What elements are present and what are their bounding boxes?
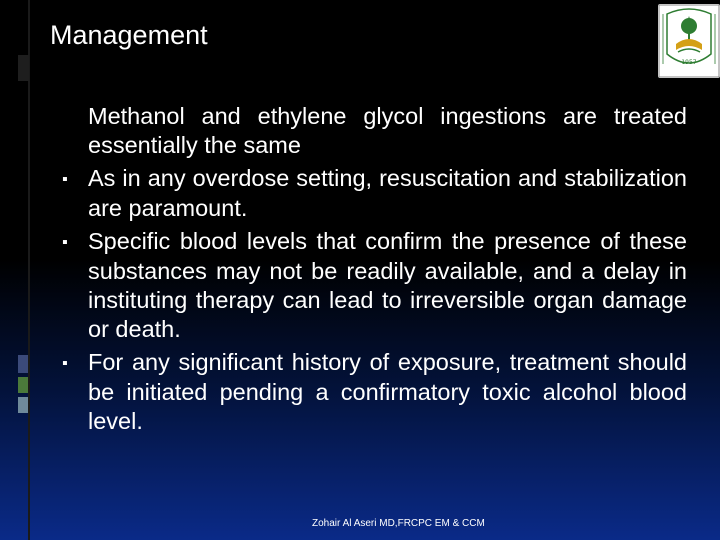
university-logo — [658, 4, 720, 78]
accent-bar-blue — [18, 355, 28, 373]
slide-footer: Zohair Al Aseri MD,FRCPC EM & CCM — [312, 518, 485, 529]
bullet-glyph: ▪ — [62, 234, 68, 251]
list-item-text: Specific blood levels that confirm the presence of these substances may not be readily available, and a delay in instituting therapy can lead to irreversible organ damage or death. — [88, 228, 687, 342]
list-item-text: For any significant history of exposure, treatment should be initiated pending a confirmatory toxic alcohol blood level. — [88, 349, 687, 434]
list-item-text: As in any overdose setting, resuscitation and stabilization are paramount. — [88, 165, 687, 221]
bullet-glyph: ▪ — [62, 171, 68, 188]
left-block-decoration — [18, 55, 29, 81]
list-item — [62, 102, 687, 160]
bullet-glyph: ▪ — [62, 355, 68, 372]
slide-title: Management — [50, 20, 208, 50]
accent-bar-gray — [18, 397, 28, 413]
list-item — [62, 348, 687, 436]
university-seal-icon — [658, 4, 720, 78]
logo-year: 1957 — [681, 59, 697, 66]
list-item-text: Methanol and ethylene glycol ingestions are treated essentially the same — [88, 103, 687, 158]
left-rule — [28, 0, 30, 540]
bullet-list — [62, 102, 687, 440]
accent-bar-green — [18, 377, 28, 393]
list-item — [62, 227, 687, 344]
list-item — [62, 164, 687, 223]
